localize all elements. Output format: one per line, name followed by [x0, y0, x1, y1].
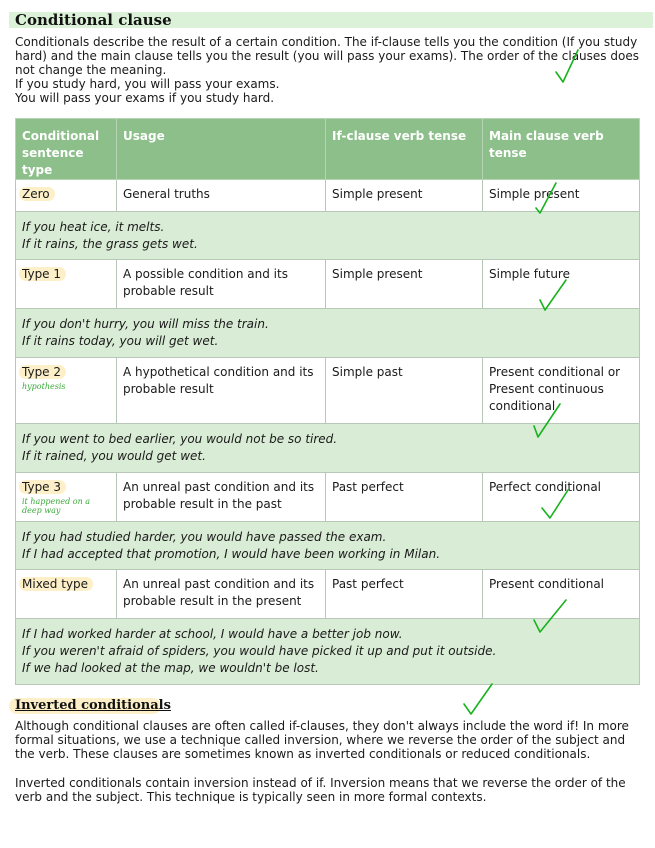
- example-sentence: If we had looked at the map, we wouldn't be lost.: [22, 661, 319, 675]
- example-sentence: If you weren't afraid of spiders, you would have picked it up and put it outside.: [22, 644, 497, 658]
- checkmark-icon: [462, 682, 498, 718]
- inverted-paragraph-1: Although conditional clauses are often called if-clauses, they don't always include the word if! In more formal situations, we use a technique called inversion, where we reverse the order of the subject and the verb. These clauses are sometimes known as inverted conditionals or reduced conditionals.: [15, 719, 629, 761]
- example-row: [16, 309, 640, 358]
- if-tense-cell: Simple past: [326, 358, 483, 424]
- handwritten-note: it happened on a deep way: [22, 497, 91, 515]
- example-sentence: If I had worked harder at school, I would have a better job now.: [22, 627, 403, 641]
- example-sentence: If you had studied harder, you would have passed the exam.: [22, 530, 387, 544]
- main-tense-cell: Present conditional or Present continuous conditional: [483, 358, 640, 424]
- if-tense-cell: Past perfect: [326, 570, 483, 619]
- examples-cell: [16, 522, 640, 570]
- inverted-paragraph-2: Inverted conditionals contain inversion instead of if. Inversion means that we reverse the order of the verb and the subject. This technique is typically seen in more formal contexts.: [15, 776, 626, 804]
- checkmark-icon: [538, 278, 574, 314]
- example-sentence: If it rains, the grass gets wet.: [22, 237, 198, 251]
- examples-cell: [16, 212, 640, 260]
- type-label: Mixed type: [19, 577, 93, 591]
- header-usage: Usage: [117, 119, 326, 180]
- if-tense-cell: Simple present: [326, 180, 483, 212]
- type-label: Type 1: [19, 267, 66, 281]
- page-title: Conditional clause: [15, 11, 172, 29]
- type-cell: [16, 180, 117, 212]
- usage-cell: A possible condition and its probable result: [117, 260, 326, 309]
- checkmark-icon: [532, 598, 568, 634]
- if-tense-cell: Past perfect: [326, 473, 483, 522]
- usage-cell: A hypothetical condition and its probable result: [117, 358, 326, 424]
- usage-cell: General truths: [117, 180, 326, 212]
- type-cell: [16, 358, 117, 424]
- example-sentence: If it rains today, you will get wet.: [22, 334, 219, 348]
- section-title: Inverted conditionals: [15, 698, 171, 713]
- example-sentence: If I had accepted that promotion, I would have been working in Milan.: [22, 547, 441, 561]
- intro-example-2: You will pass your exams if you study hard.: [15, 91, 275, 105]
- header-main-tense: Main clause verb tense: [483, 119, 640, 180]
- type-label: Type 2: [19, 365, 66, 379]
- usage-cell: An unreal past condition and its probable result in the present: [117, 570, 326, 619]
- example-sentence: If you don't hurry, you will miss the train.: [22, 317, 269, 331]
- main-tense-cell: Simple future: [483, 260, 640, 309]
- example-sentence: If you went to bed earlier, you would not be so tired.: [22, 432, 338, 446]
- checkmark-icon: [554, 48, 590, 84]
- table-header-row: [16, 119, 640, 180]
- header-type: Conditional sentence type: [16, 119, 117, 180]
- type-label: Zero: [19, 187, 55, 201]
- type-cell: [16, 570, 117, 619]
- if-tense-cell: Simple present: [326, 260, 483, 309]
- example-row: [16, 522, 640, 570]
- example-row: [16, 212, 640, 260]
- example-sentence: If you heat ice, it melts.: [22, 220, 165, 234]
- main-tense-cell: Present conditional: [483, 570, 640, 619]
- handwritten-note: hypothesis: [22, 382, 66, 391]
- checkmark-icon: [532, 402, 568, 438]
- usage-cell: An unreal past condition and its probable result in the past: [117, 473, 326, 522]
- checkmark-icon: [534, 180, 570, 216]
- main-tense-cell: Perfect conditional: [483, 473, 640, 522]
- header-if-tense: If-clause verb tense: [326, 119, 483, 180]
- intro-section: [15, 35, 645, 105]
- type-cell: [16, 260, 117, 309]
- example-sentence: If it rained, you would get wet.: [22, 449, 206, 463]
- type-label: Type 3: [19, 480, 66, 494]
- type-cell: [16, 473, 117, 522]
- intro-paragraph: Conditionals describe the result of a certain condition. The if-clause tells you the condition (If you study hard) and the main clause tells you the result (you will pass your exams). The order of the clauses does not change the meaning.: [15, 35, 639, 77]
- examples-cell: [16, 309, 640, 358]
- intro-example-1: If you study hard, you will pass your exams.: [15, 77, 280, 91]
- checkmark-icon: [540, 488, 576, 524]
- main-tense-cell: Simple present: [483, 180, 640, 212]
